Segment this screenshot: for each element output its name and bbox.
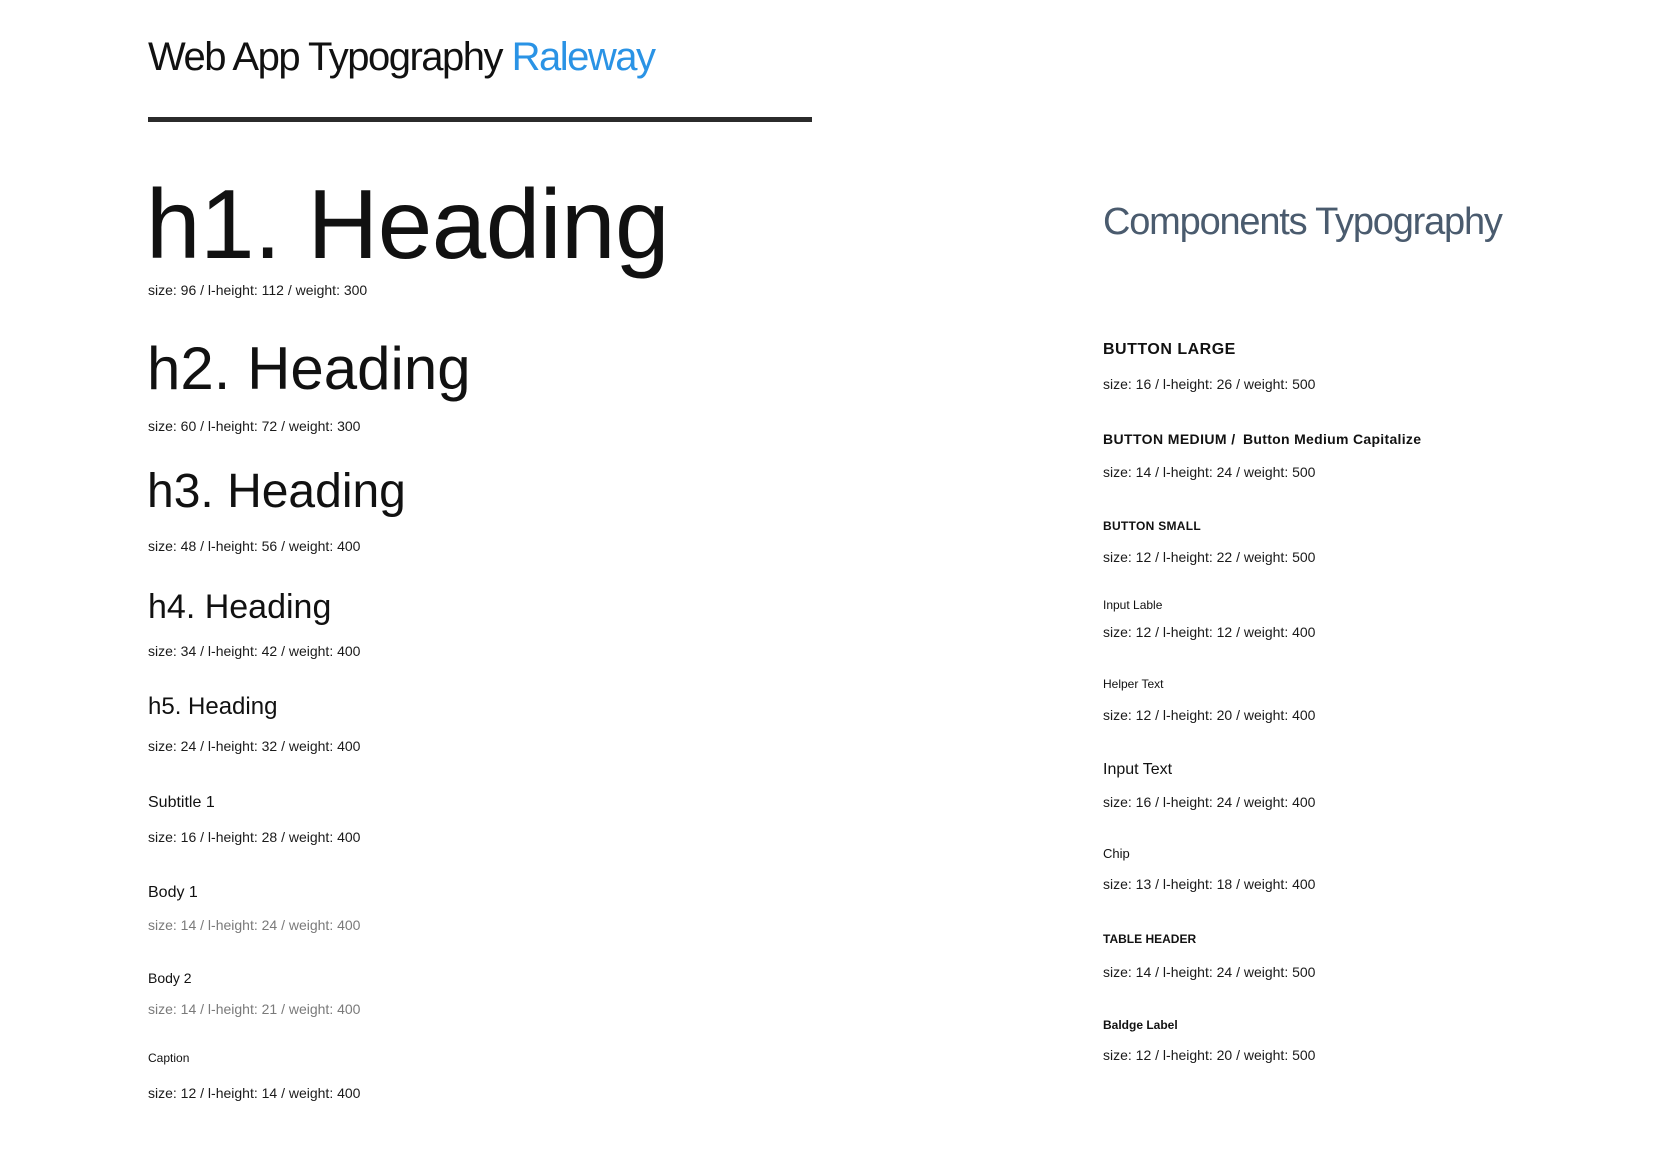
input-text-specimen: Input Text [1103, 761, 1173, 778]
h1-specimen: h1. Heading [146, 169, 670, 279]
table-header-meta: size: 14 / l-height: 24 / weight: 500 [1103, 964, 1316, 980]
badge-label-meta: size: 12 / l-height: 20 / weight: 500 [1103, 1047, 1316, 1063]
button-large-specimen: BUTTON LARGE [1103, 341, 1236, 358]
body1-meta: size: 14 / l-height: 24 / weight: 400 [148, 917, 361, 933]
body2-specimen: Body 2 [148, 970, 192, 986]
table-header-specimen: TABLE HEADER [1103, 932, 1197, 946]
caption-specimen: Caption [148, 1051, 190, 1065]
h4-specimen: h4. Heading [148, 588, 332, 626]
button-medium-meta: size: 14 / l-height: 24 / weight: 500 [1103, 464, 1316, 480]
title-divider [148, 117, 812, 122]
h2-specimen: h2. Heading [147, 335, 471, 402]
button-large-meta: size: 16 / l-height: 26 / weight: 500 [1103, 376, 1316, 392]
h1-meta: size: 96 / l-height: 112 / weight: 300 [148, 282, 368, 298]
h3-specimen: h3. Heading [147, 465, 406, 518]
h5-specimen: h5. Heading [148, 693, 278, 720]
page-title-accent: Raleway [511, 35, 655, 79]
chip-specimen: Chip [1103, 846, 1130, 861]
subtitle1-specimen: Subtitle 1 [148, 794, 215, 811]
button-small-specimen: BUTTON SMALL [1103, 519, 1202, 533]
components-title: Components Typography [1103, 201, 1502, 243]
h3-meta: size: 48 / l-height: 56 / weight: 400 [148, 538, 361, 554]
body1-specimen: Body 1 [148, 884, 198, 901]
h4-meta: size: 34 / l-height: 42 / weight: 400 [148, 643, 361, 659]
button-medium-capitalize-specimen: Button Medium Capitalize [1243, 431, 1422, 447]
input-label-specimen: Input Lable [1103, 598, 1163, 612]
chip-meta: size: 13 / l-height: 18 / weight: 400 [1103, 876, 1316, 892]
page-title [148, 30, 655, 84]
page-title-text: Web App Typography [148, 35, 503, 79]
input-label-meta: size: 12 / l-height: 12 / weight: 400 [1103, 624, 1316, 640]
button-small-meta: size: 12 / l-height: 22 / weight: 500 [1103, 549, 1316, 565]
helper-text-meta: size: 12 / l-height: 20 / weight: 400 [1103, 707, 1316, 723]
badge-label-specimen: Baldge Label [1103, 1018, 1178, 1032]
subtitle1-meta: size: 16 / l-height: 28 / weight: 400 [148, 829, 361, 845]
body2-meta: size: 14 / l-height: 21 / weight: 400 [148, 1001, 361, 1017]
h2-meta: size: 60 / l-height: 72 / weight: 300 [148, 418, 361, 434]
helper-text-specimen: Helper Text [1103, 677, 1164, 691]
h5-meta: size: 24 / l-height: 32 / weight: 400 [148, 738, 361, 754]
caption-meta: size: 12 / l-height: 14 / weight: 400 [148, 1085, 361, 1101]
button-medium-specimen: BUTTON MEDIUM / [1103, 431, 1236, 447]
input-text-meta: size: 16 / l-height: 24 / weight: 400 [1103, 794, 1316, 810]
